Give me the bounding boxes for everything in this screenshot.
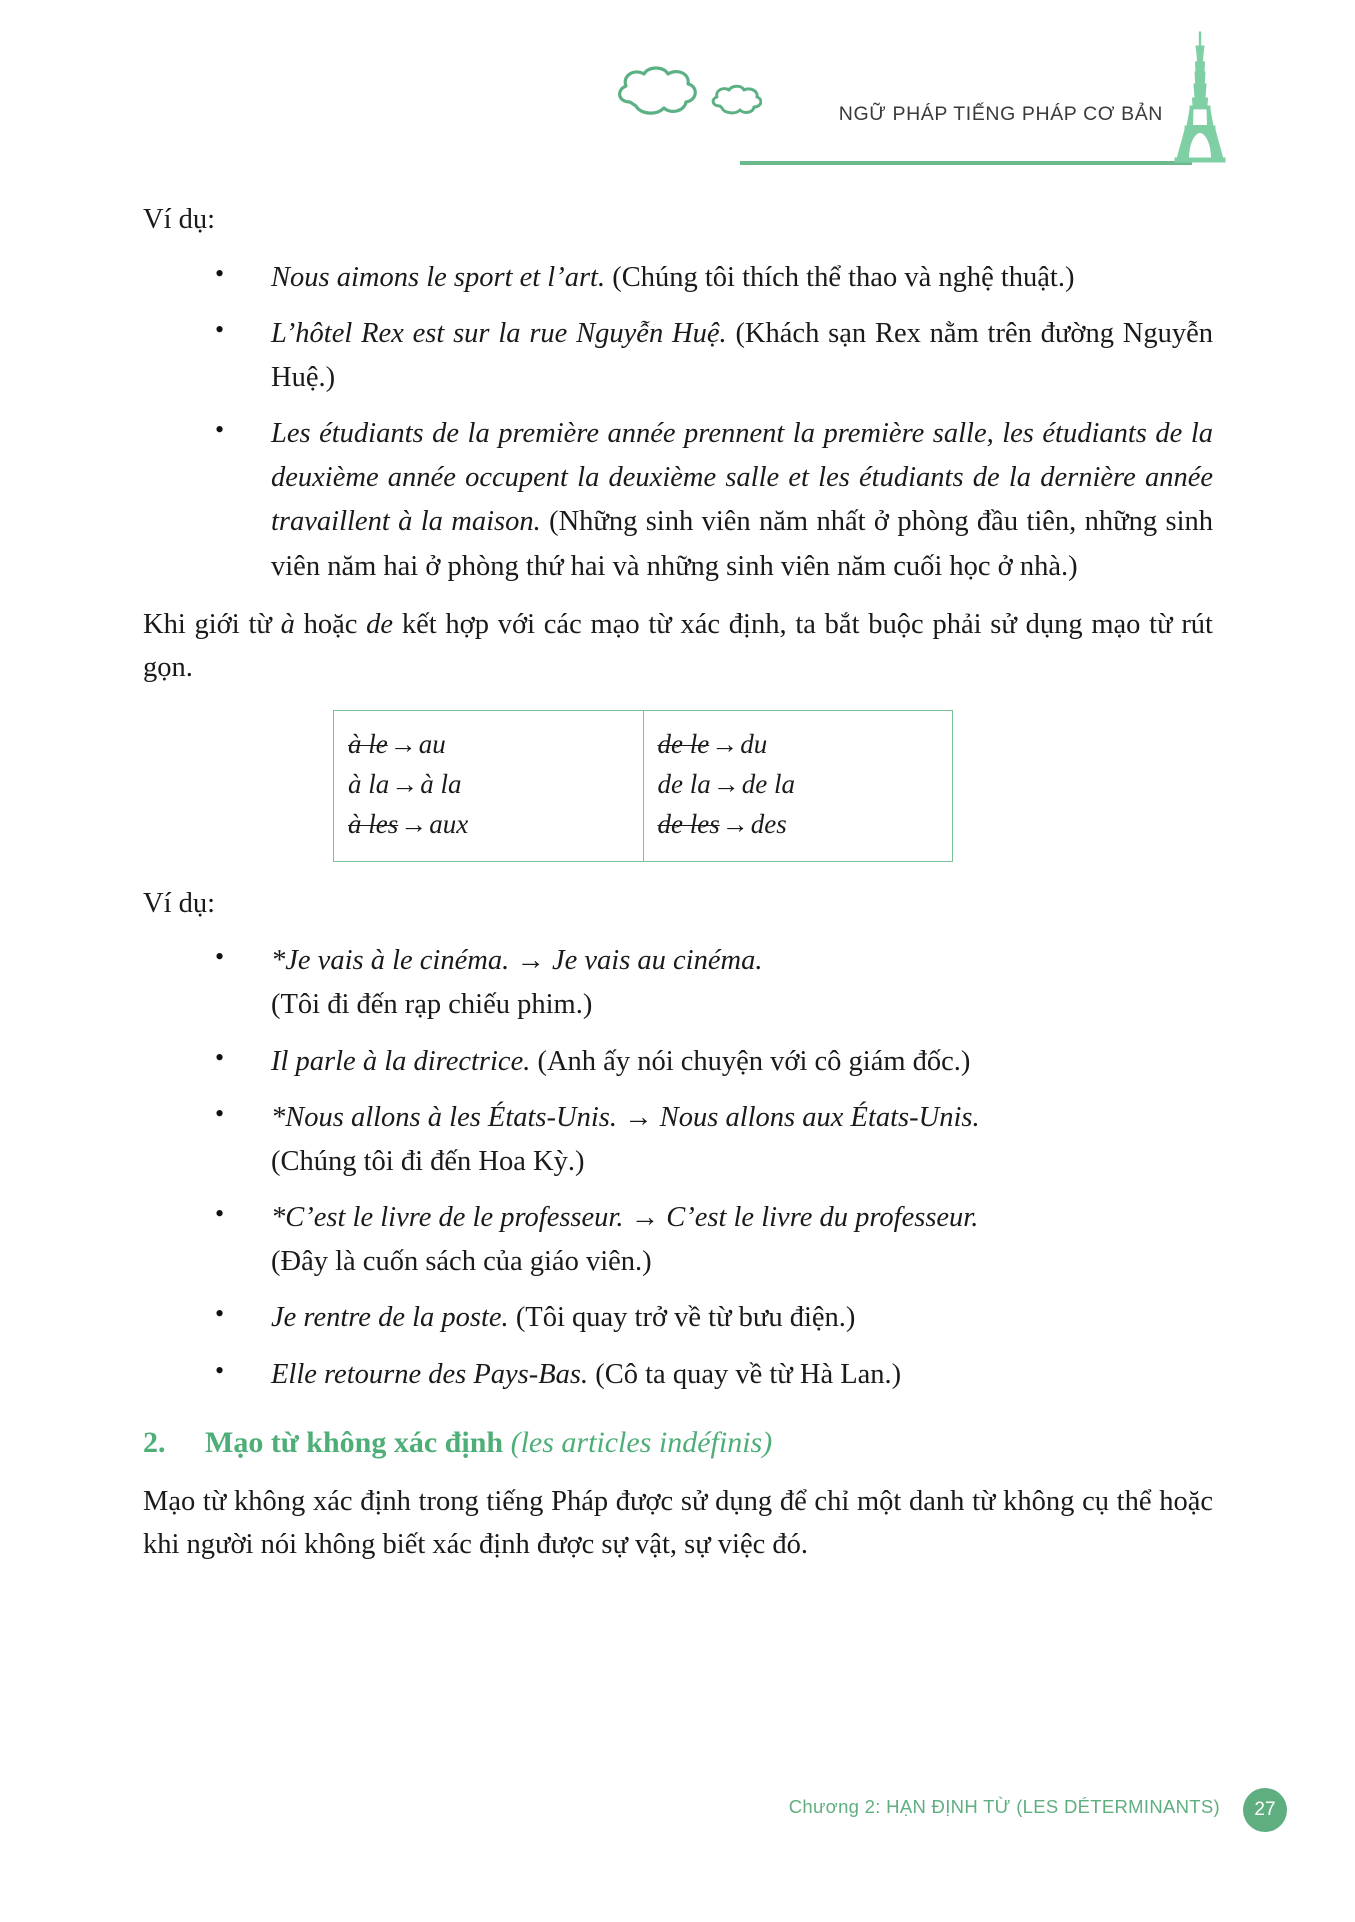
list-item (143, 1096, 1213, 1184)
arrow-icon: → (400, 809, 428, 840)
french-example: Elle retourne des Pays-Bas. (271, 1358, 589, 1390)
contraction-row (348, 804, 643, 844)
contraction-result: des (750, 809, 787, 840)
arrow-icon: → (721, 809, 749, 840)
chapter-footer-text: Chương 2: HẠN ĐỊNH TỪ (LES DÉTERMINANTS) (788, 1796, 1220, 1817)
table-row (334, 710, 953, 861)
contraction-result: de la (741, 769, 795, 800)
example-list-2 (143, 939, 1213, 1397)
contraction-source: de le (657, 728, 710, 759)
list-item (143, 1196, 1213, 1284)
french-example: *Je vais à le cinéma. → Je vais au cinéma. (271, 945, 763, 977)
header-title: NGỮ PHÁP TIẾNG PHÁP CƠ BẢN (838, 103, 1163, 125)
preposition-de: de (366, 608, 394, 640)
contraction-row (348, 764, 643, 804)
list-item (143, 1040, 1213, 1084)
list-item (143, 412, 1213, 589)
contraction-row (658, 724, 953, 764)
closing-paragraph: Mạo từ không xác định trong tiếng Pháp được sử dụng để chỉ một danh từ không cụ thể hoặc khi người nói không biết xác định được sự vật, sự việc đó. (143, 1485, 1213, 1561)
cloud-icon (612, 64, 762, 124)
example-list-1 (143, 256, 1213, 589)
page-number-badge: 27 (1243, 1788, 1287, 1832)
contraction-source: à le (348, 728, 388, 759)
list-item (143, 256, 1213, 300)
vietnamese-gloss: (Tôi đi đến rạp chiếu phim.) (271, 989, 593, 1021)
contraction-row (348, 724, 643, 764)
rule-text-3: kết hợp với các mạo từ xác định, ta bắt buộc phải sử dụng mạo từ rút gọn. (143, 608, 1213, 684)
example-label-1: Ví dụ: (143, 204, 216, 235)
french-example: Je rentre de la poste. (271, 1302, 509, 1334)
french-example: *Nous allons à les États-Unis. → Nous allons aux États-Unis. (271, 1101, 980, 1133)
vietnamese-gloss: (Khách sạn Rex nằm trên đường Nguyễn Huệ.) (271, 317, 1213, 393)
header-underline (740, 161, 1192, 165)
vietnamese-gloss: (Chúng tôi thích thể thao và nghệ thuật.) (605, 261, 1075, 293)
list-item (143, 312, 1213, 400)
contraction-source: de les (657, 809, 720, 840)
contraction-source: à la (348, 769, 390, 800)
contraction-row (658, 764, 953, 804)
contraction-result: au (418, 728, 446, 759)
vietnamese-gloss: (Tôi quay trở về từ bưu điện.) (508, 1302, 856, 1334)
contraction-source: de la (657, 769, 711, 800)
arrow-icon: → (389, 728, 417, 759)
vietnamese-gloss: (Đây là cuốn sách của giáo viên.) (271, 1246, 652, 1278)
list-item (143, 939, 1213, 1027)
page-content (143, 198, 1213, 1567)
table-cell-de-contractions (643, 710, 953, 861)
page-header (0, 28, 1355, 168)
section-number: 2. (143, 1425, 166, 1459)
page-footer (0, 1788, 1355, 1834)
eiffel-tower-icon (1155, 28, 1245, 163)
vietnamese-gloss: (Chúng tôi đi đến Hoa Kỳ.) (271, 1145, 585, 1177)
contraction-result: à la (420, 769, 462, 800)
contraction-result: du (740, 728, 768, 759)
arrow-icon: → (712, 769, 740, 800)
preposition-a: à (280, 608, 295, 640)
french-example: Nous aimons le sport et l’art. (271, 261, 606, 293)
contraction-table (333, 710, 953, 862)
rule-text-1: Khi giới từ (143, 608, 281, 640)
section-title-vi: Mạo từ không xác định (205, 1425, 511, 1459)
arrow-icon: → (391, 769, 419, 800)
example-label-2: Ví dụ: (143, 887, 216, 919)
vietnamese-gloss: (Anh ấy nói chuyện với cô giám đốc.) (530, 1045, 971, 1077)
french-example: *C’est le livre de le professeur. → C’est le livre du professeur. (271, 1202, 979, 1234)
list-item (143, 1353, 1213, 1397)
rule-text-2: hoặc (294, 608, 367, 640)
french-example: Les étudiants de la première année prennent la première salle, les étudiants de la deuxième année occupent la deuxième salle et les étudiants de la dernière année travaillent à la maison. (271, 418, 1213, 538)
vietnamese-gloss: (Cô ta quay về từ Hà Lan.) (588, 1358, 902, 1390)
list-item (143, 1296, 1213, 1340)
contraction-source: à les (348, 809, 399, 840)
section-title-fr: (les articles indéfinis) (510, 1425, 773, 1459)
contraction-result: aux (429, 809, 469, 840)
rule-paragraph (143, 603, 1213, 690)
table-cell-a-contractions (334, 710, 644, 861)
arrow-icon: → (711, 728, 739, 759)
french-example: Il parle à la directrice. (271, 1045, 531, 1077)
contraction-row (658, 804, 953, 844)
french-example: L’hôtel Rex est sur la rue Nguyễn Huệ. (271, 317, 727, 349)
vietnamese-gloss: (Những sinh viên năm nhất ở phòng đầu tiên, những sinh viên năm hai ở phòng thứ hai và những sinh viên năm cuối học ở nhà.) (271, 506, 1213, 582)
section-heading (143, 1423, 1213, 1462)
